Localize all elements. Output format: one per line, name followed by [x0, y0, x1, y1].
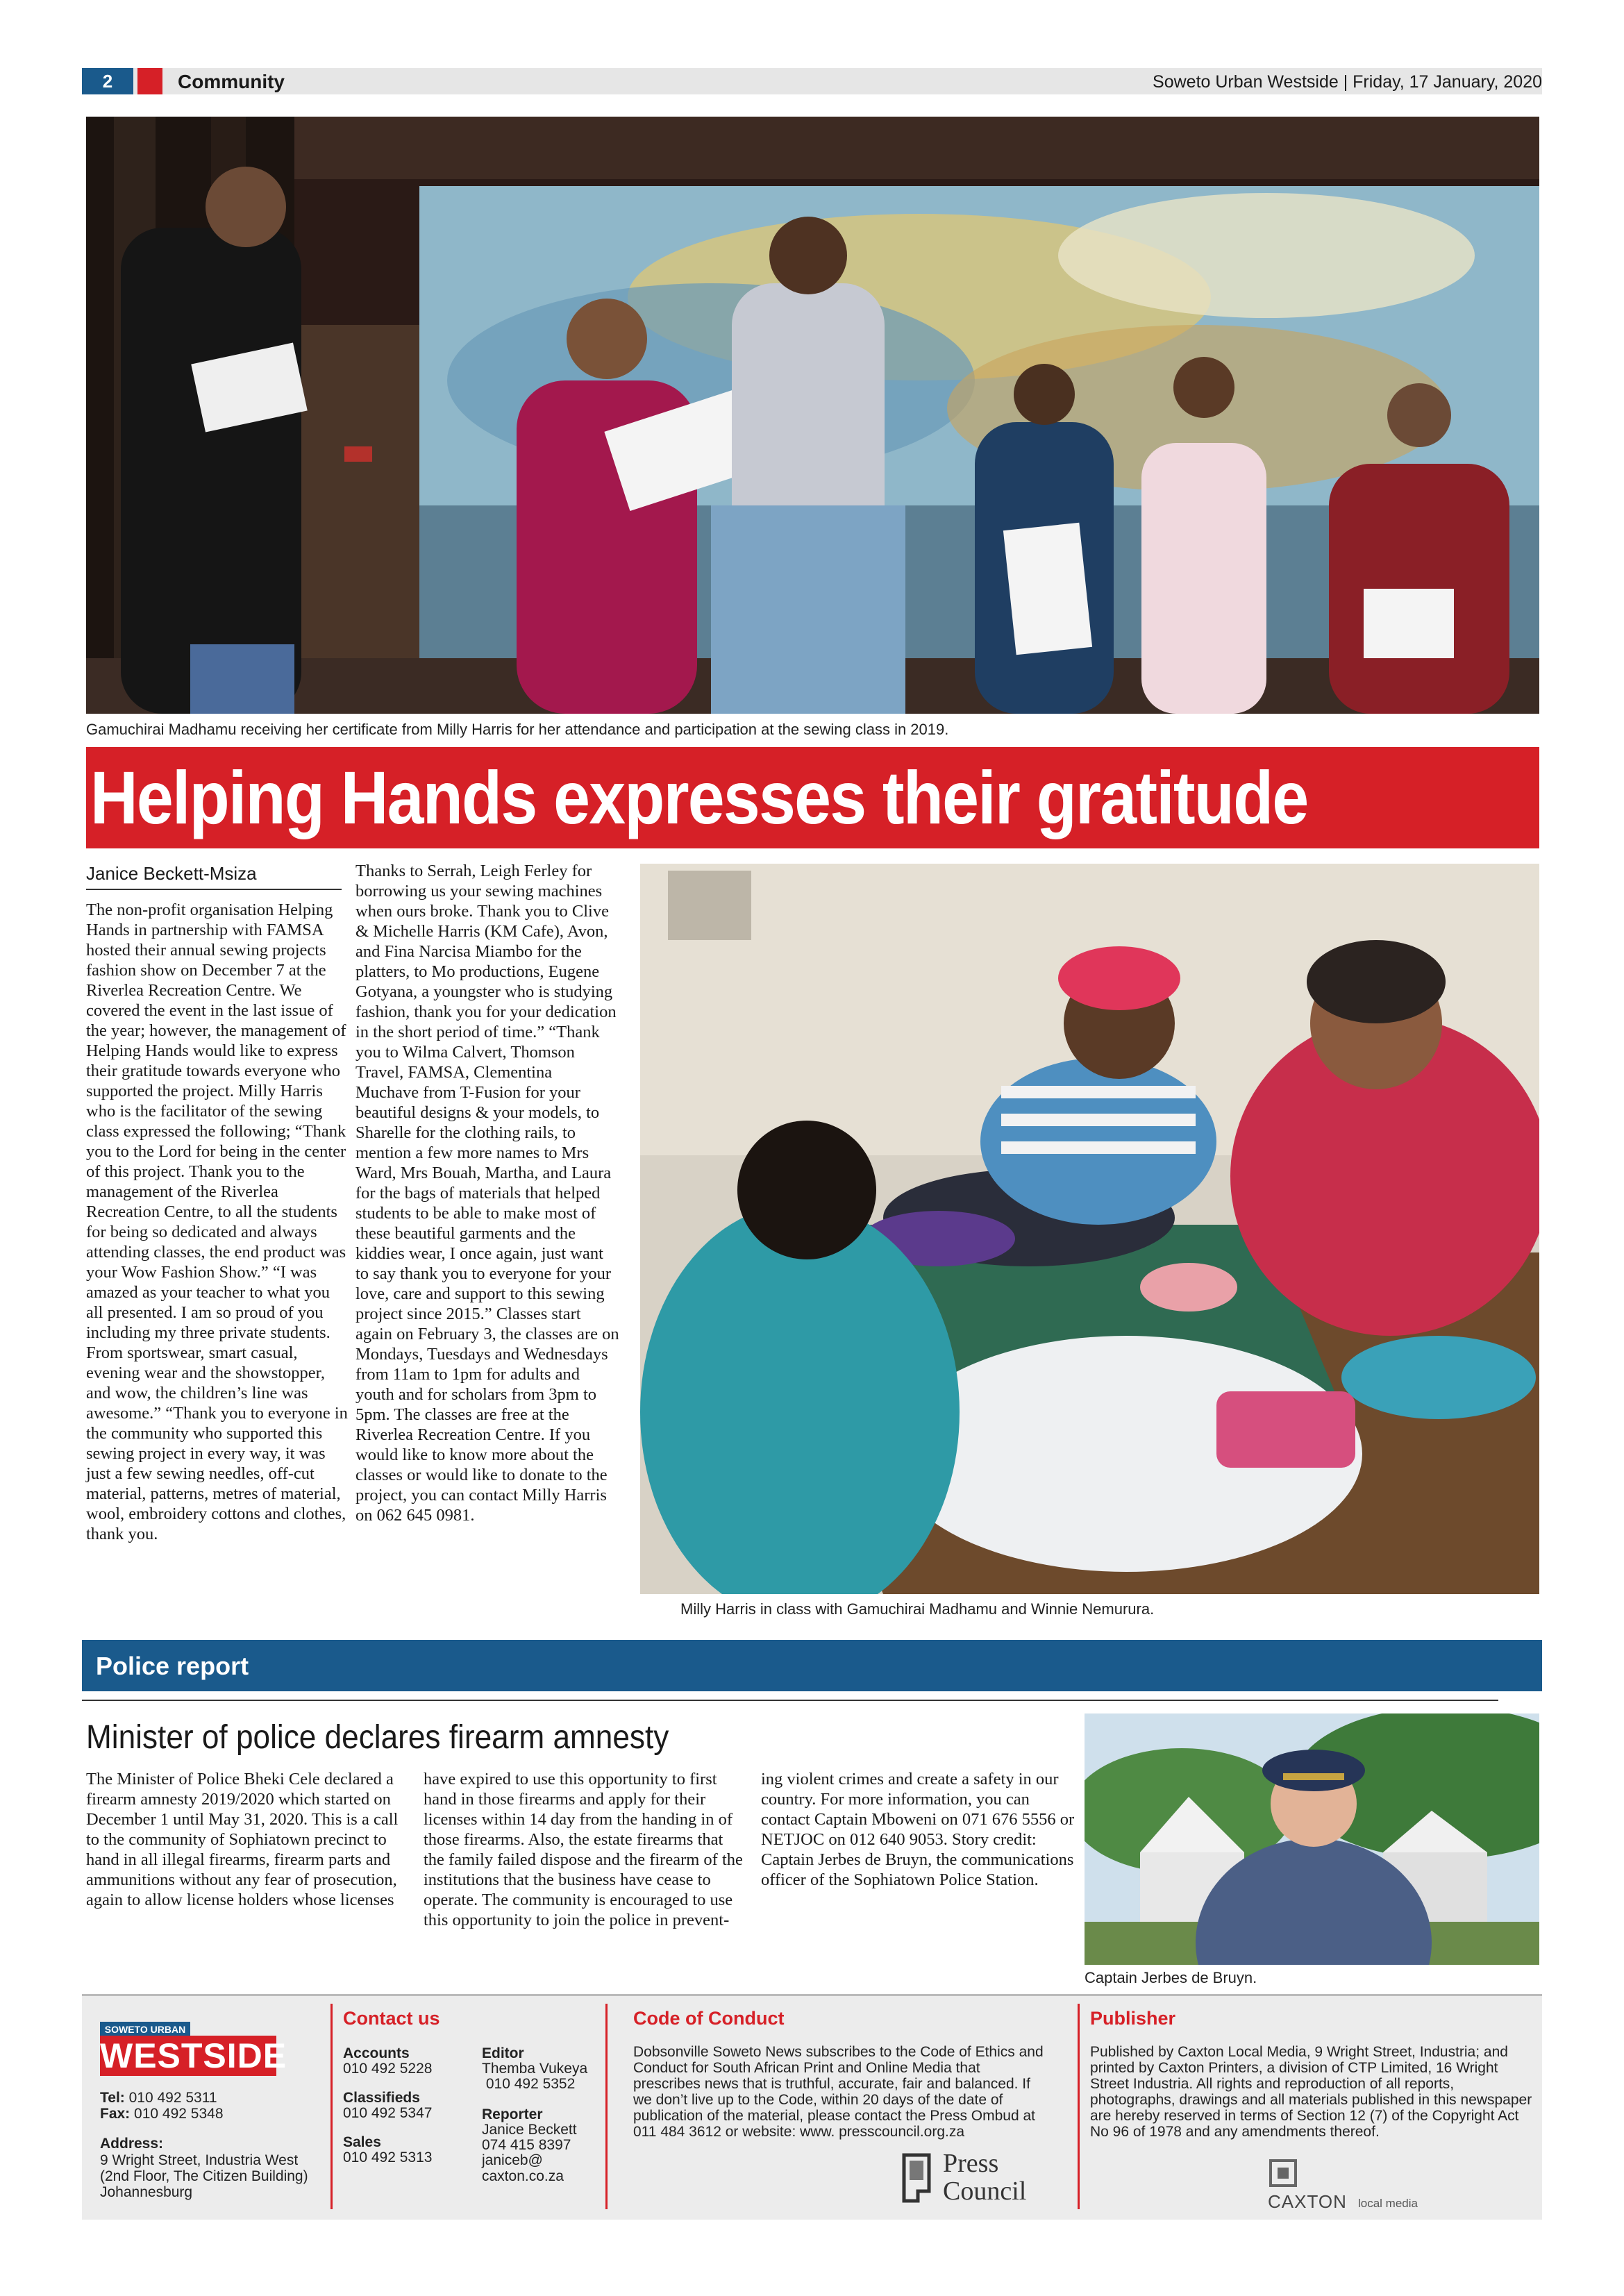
accounts-label: Accounts	[343, 2045, 410, 2061]
classifieds-label: Classifieds	[343, 2090, 420, 2106]
top-photo	[86, 117, 1539, 714]
section-marker	[137, 68, 162, 94]
caxton-name: CAXTON	[1268, 2191, 1347, 2212]
police-column-1: The Minister of Police Bheki Cele declared a firearm amnesty 2019/2020 which started on December 1 until May 31, 2020. This is a call to the community of Sophiatown precinct to hand in all illegal firearms, firearm parts and ammunitions without any fear of prosecution, again to allow license holders whose licenses	[86, 1770, 399, 1909]
press-council-line2: Council	[943, 2177, 1027, 2206]
sewing-class-photo	[640, 864, 1539, 1594]
captain-photo-illustration	[1085, 1713, 1539, 1965]
page-number: 2	[82, 68, 133, 94]
tel-value: 010 492 5311	[128, 2090, 217, 2106]
fax-value: 010 492 5348	[134, 2106, 224, 2122]
article-column-2: Thanks to Serrah, Leigh Ferley for borrowing us your sewing machines when ours broke. Thank you to Clive & Michelle Harris (KM Cafe), Avon, and Fina Narcisa Miambo for the platters, to Mo productions, Eugene Gotyana, a youngster who is studying fashion, thank you for your dedication in the short period of time.” “Thank you to Wilma Calvert, Thomson Travel, FAMSA, Clementina Muchave from T-Fusion for your beautiful designs & your models, to Sharelle for the clothing rails, to mention a few more names to Mrs Ward, Mrs Bouah, Martha, and Laura for the bags of materials that helped students to be able to make most of these beautiful garments and the kiddies wear, I once again, just want to say thank you to everyone for your love, care and support to this sewing project since 2015.” Classes start again on February 3, the classes are on Mondays, Tuesdays and Wednesdays from 11am to 1pm for adults and youth and for scholars from 3pm to 5pm. The classes are free at the Riverlea Recreation Centre. If you would like to know more about the classes or would like to donate to the project, you can contact Milly Harris on 062 645 0981.	[355, 862, 619, 1525]
conduct-heading: Code of Conduct	[633, 2008, 785, 2029]
classifieds-phone: 010 492 5347	[343, 2105, 433, 2121]
stage-photo-illustration	[86, 117, 1539, 714]
police-report-title: Police report	[96, 1652, 249, 1680]
editor-label: Editor	[482, 2045, 524, 2061]
address-value: 9 Wright Street, Industria West (2nd Floor, The Citizen Building) Johannesburg	[100, 2152, 308, 2200]
footer-tel	[100, 2090, 308, 2106]
section-name: Community	[178, 71, 285, 92]
police-headline: Minister of police declares firearm amnesty	[86, 1719, 669, 1756]
captain-photo	[1085, 1713, 1539, 1965]
dateline: Soweto Urban Westside | Friday, 17 January, 2020	[1153, 72, 1542, 92]
article-headline: Helping Hands expresses their gratitude	[90, 755, 1308, 839]
reporter-label: Reporter	[482, 2106, 543, 2122]
article-byline: Janice Beckett-Msiza	[86, 863, 257, 884]
sewing-photo-caption: Milly Harris in class with Gamuchirai Madhamu and Winnie Nemurura.	[680, 1600, 1155, 1618]
tel-label: Tel:	[100, 2090, 125, 2106]
caxton-logo-icon	[1268, 2158, 1298, 2188]
accounts-phone: 010 492 5228	[343, 2061, 433, 2077]
captain-photo-caption: Captain Jerbes de Bruyn.	[1085, 1969, 1257, 1986]
footer-divider-3	[1078, 2004, 1080, 2209]
sales-phone: 010 492 5313	[343, 2150, 433, 2165]
police-column-2: have expired to use this opportunity to first hand in those firearms and apply for their licenses within 14 day from the handing in of those firearms. Also, the estate firearms that the family failed dispose and the firearm of the institutions that the business have cease to operate. The community is encouraged to use this opportunity to join the police in prevent-	[424, 1770, 743, 1929]
editor-phone: 010 492 5352	[482, 2076, 576, 2092]
police-report-bar	[82, 1640, 1542, 1691]
address-label: Address:	[100, 2136, 164, 2152]
logo-small-label: SOWETO URBAN	[100, 2022, 190, 2037]
footer-fax	[100, 2106, 308, 2122]
article-column-1: The non-profit organisation Helping Hands in partnership with FAMSA hosted their annual sewing projects fashion show on December 7 at the Riverlea Recreation Centre. We covered the event in the last issue of the year; however, the management of Helping Hands would like to express their gratitude towards everyone who supported the project. Milly Harris who is the facilitator of the sewing class expressed the following; “Thank you to the Lord for being in the center of this project. Thank you to the management of the Riverlea Recreation Centre, to all the students for being so dedicated and always attending classes, the end product was your Wow Fashion Show.” “I was amazed as your teacher to what you all presented. I am so proud of you including my three private students. From sportswear, smart casual, evening wear and the showstopper, and wow, the children’s line was awesome.” “Thank you to everyone in the community who supported this sewing project in every way, it was just a few sewing needles, off-cut material, patterns, metres of material, wool, embroidery cottons and clothes, thank you.	[86, 900, 348, 1543]
press-council-logo-icon	[900, 2150, 933, 2205]
footer-divider-1	[330, 2004, 333, 2209]
top-photo-caption: Gamuchirai Madhamu receiving her certificate from Milly Harris for her attendance and participation at the sewing class in 2019.	[86, 721, 949, 738]
publisher-heading: Publisher	[1090, 2008, 1176, 2029]
footer-divider-2	[605, 2004, 608, 2209]
sewing-photo-illustration	[640, 864, 1539, 1594]
publisher-text: Published by Caxton Local Media, 9 Wright Street, Industria; and printed by Caxton Printers, a division of CTP Limited, 16 Wright Street Industria. All rights and reproduction of all reports, photographs, drawings and all materials published in this newspaper are hereby reserved in terms of Section 12 (7) of the Copyright Act No 96 of 1978 and any amendments thereof.	[1090, 2044, 1532, 2140]
press-council-line1: Press	[943, 2149, 999, 2178]
police-column-3: ing violent crimes and create a safety in our country. For more information, you can contact Captain Mboweni on 071 676 5556 or NETJOC on 012 640 9053. Story credit: Captain Jerbes de Bruyn, the communications officer of the Sophiatown Police Station.	[761, 1770, 1075, 1889]
caxton-sub: local media	[1358, 2197, 1418, 2210]
conduct-text: Dobsonville Soweto News subscribes to the Code of Ethics and Conduct for South African Print and Online Media that prescribes news that is truthful, accurate, fair and balanced. If we don’t live up to the Code, within 20 days of the date of publication of the material, please contact the Press Ombud at 011 484 3612 or website: www. presscouncil.org.za	[633, 2044, 1044, 2140]
police-rule	[82, 1700, 1498, 1701]
editor-name: Themba Vukeya	[482, 2061, 588, 2077]
reporter-email[interactable]: janiceb@ caxton.co.za	[482, 2152, 564, 2184]
fax-label: Fax:	[100, 2106, 131, 2122]
reporter-phone: 074 415 8397	[482, 2137, 571, 2153]
westside-logo: WESTSIDE	[100, 2036, 287, 2075]
byline-rule	[86, 889, 342, 890]
reporter-name: Janice Beckett	[482, 2122, 577, 2138]
contact-heading: Contact us	[343, 2008, 440, 2029]
sales-label: Sales	[343, 2134, 381, 2150]
